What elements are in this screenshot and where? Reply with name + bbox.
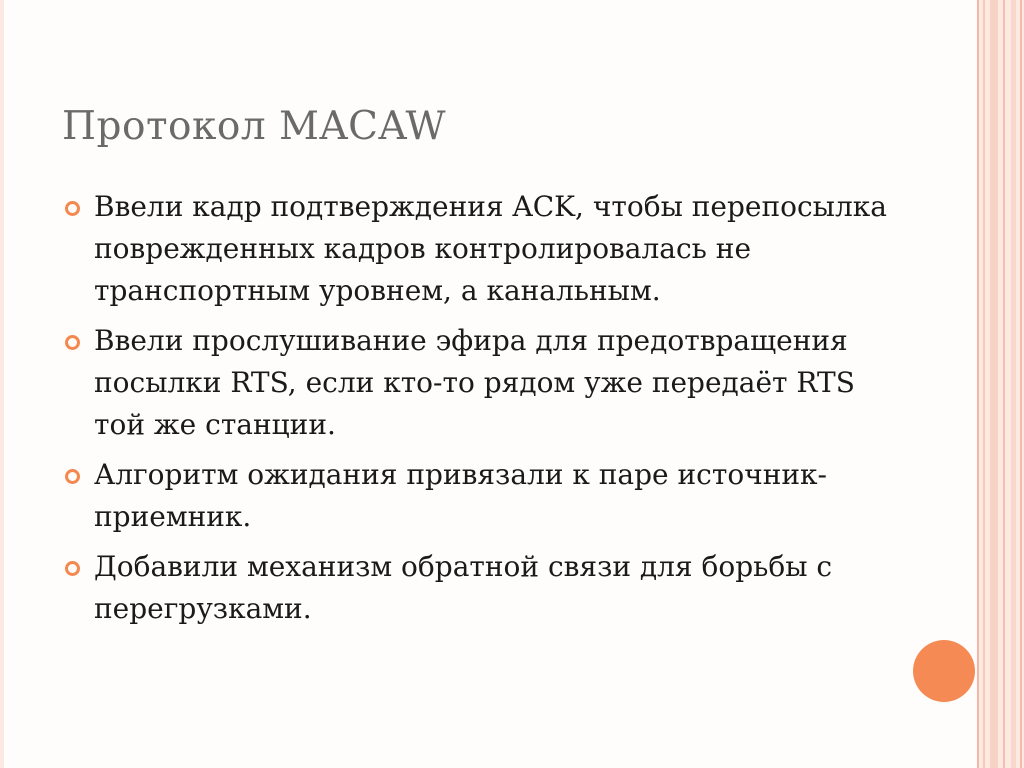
bullet-item xyxy=(62,186,902,312)
border-stripe xyxy=(990,0,998,768)
orange-circle-decoration-icon xyxy=(913,640,975,702)
bullet-text: Алгоритм ожидания привязали к паре источник-приемник. xyxy=(94,458,828,533)
ring-bullet-icon xyxy=(65,201,80,216)
ring-bullet-icon xyxy=(65,561,80,576)
border-stripe xyxy=(1011,0,1016,768)
bullet-text: Ввели прослушивание эфира для предотвращения посылки RTS, если кто-то рядом уже передаёт RTS той же станции. xyxy=(94,324,855,441)
slide-title: Протокол MACAW xyxy=(62,104,447,149)
bullet-item xyxy=(62,546,902,630)
ring-bullet-icon xyxy=(65,469,80,484)
border-stripe xyxy=(1003,0,1005,768)
border-stripe xyxy=(983,0,985,768)
bullet-text: Добавили механизм обратной связи для борьбы с перегрузками. xyxy=(94,550,833,625)
ring-bullet-icon xyxy=(65,335,80,350)
bullet-item xyxy=(62,454,902,538)
bullet-item xyxy=(62,320,902,446)
bullet-list xyxy=(62,186,902,638)
border-stripe xyxy=(1020,0,1022,768)
bullet-text: Ввели кадр подтверждения ACK, чтобы перепосылка поврежденных кадров контролировалась не транспортным уровнем, а канальным. xyxy=(94,190,887,307)
